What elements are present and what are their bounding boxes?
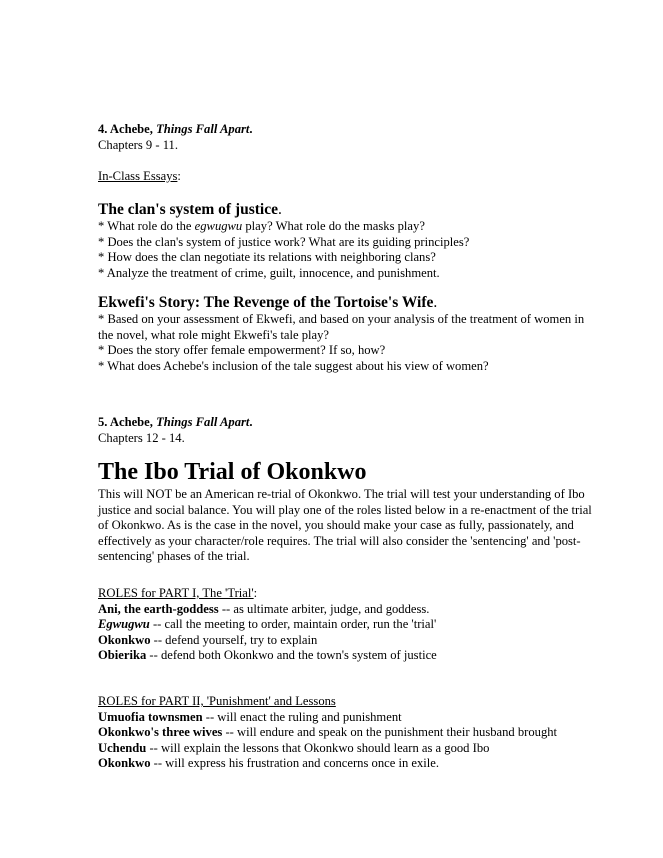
section-4 (98, 122, 638, 153)
trial-heading: The Ibo Trial of Okonkwo (98, 459, 367, 485)
role-okonkwo-trial: Okonkwo -- defend yourself, try to explain (98, 632, 318, 647)
ekwefi-question-1a: * Based on your assessment of Ekwefi, and based on your analysis of the treatment of women in (98, 312, 585, 326)
section-5-heading: 5. Achebe, Things Fall Apart. (98, 415, 253, 429)
part-2-roles (98, 694, 638, 772)
role-okonkwo-exile: Okonkwo -- will express his frustration and concerns once in exile. (98, 756, 440, 771)
role-egwugwu: Egwugwu -- call the meeting to order, maintain order, run the 'trial' (98, 617, 437, 632)
role-uchendu: Uchendu -- will explain the lessons that Okonkwo should learn as a good Ibo (98, 740, 490, 755)
justice-question-4: * Analyze the treatment of crime, guilt, innocence, and punishment. (98, 265, 440, 280)
role-obierika: Obierika -- defend both Okonkwo and the town's system of justice (98, 648, 437, 663)
essays-heading: In-Class Essays: (98, 169, 181, 183)
section-4-heading: 4. Achebe, Things Fall Apart. (98, 122, 253, 136)
justice-title: The clan's system of justice. (98, 201, 282, 218)
role-townsmen: Umuofia townsmen -- will enact the ruling and punishment (98, 709, 402, 724)
part-1-roles (98, 586, 638, 664)
justice-topic (98, 200, 638, 281)
justice-question-3: * How does the clan negotiate its relations with neighboring clans? (98, 250, 436, 265)
part-2-heading: ROLES for PART II, 'Punishment' and Lessons (98, 694, 336, 708)
justice-question-2: * Does the clan's system of justice work? What are its guiding principles? (98, 234, 470, 249)
role-ani: Ani, the earth-goddess -- as ultimate arbiter, judge, and goddess. (98, 601, 430, 616)
ekwefi-topic (98, 293, 638, 374)
ekwefi-question-2: * Does the story offer female empowerment? If so, how? (98, 343, 386, 358)
part-1-heading: ROLES for PART I, The 'Trial': (98, 586, 258, 600)
ekwefi-question-1b: the novel, what role might Ekwefi's tale play? (98, 327, 329, 342)
justice-question-1: * What role do the egwugwu play? What role do the masks play? (98, 219, 425, 233)
ekwefi-question-3: * What does Achebe's inclusion of the tale suggest about his view of women? (98, 358, 489, 373)
trial-description: This will NOT be an American re-trial of Okonkwo. The trial will test your understanding of Ibo justice and social balance. You will play one of the roles listed below in a re-enactment of the trial of Okonkwo. As is the case in the novel, you should make your case as fully, passionately, and effectively as your character/role requires. The trial will also consider the 'sentencing' and 'post- sentencing' phases of the trial. (98, 487, 592, 564)
section-5-chapters: Chapters 12 - 14. (98, 430, 185, 445)
ekwefi-title: Ekwefi's Story: The Revenge of the Tortoise's Wife. (98, 294, 438, 311)
role-three-wives: Okonkwo's three wives -- will endure and speak on the punishment their husband brought (98, 725, 558, 740)
trial-section (98, 458, 638, 565)
section-4-chapters: Chapters 9 - 11. (98, 137, 178, 152)
section-5 (98, 415, 638, 446)
